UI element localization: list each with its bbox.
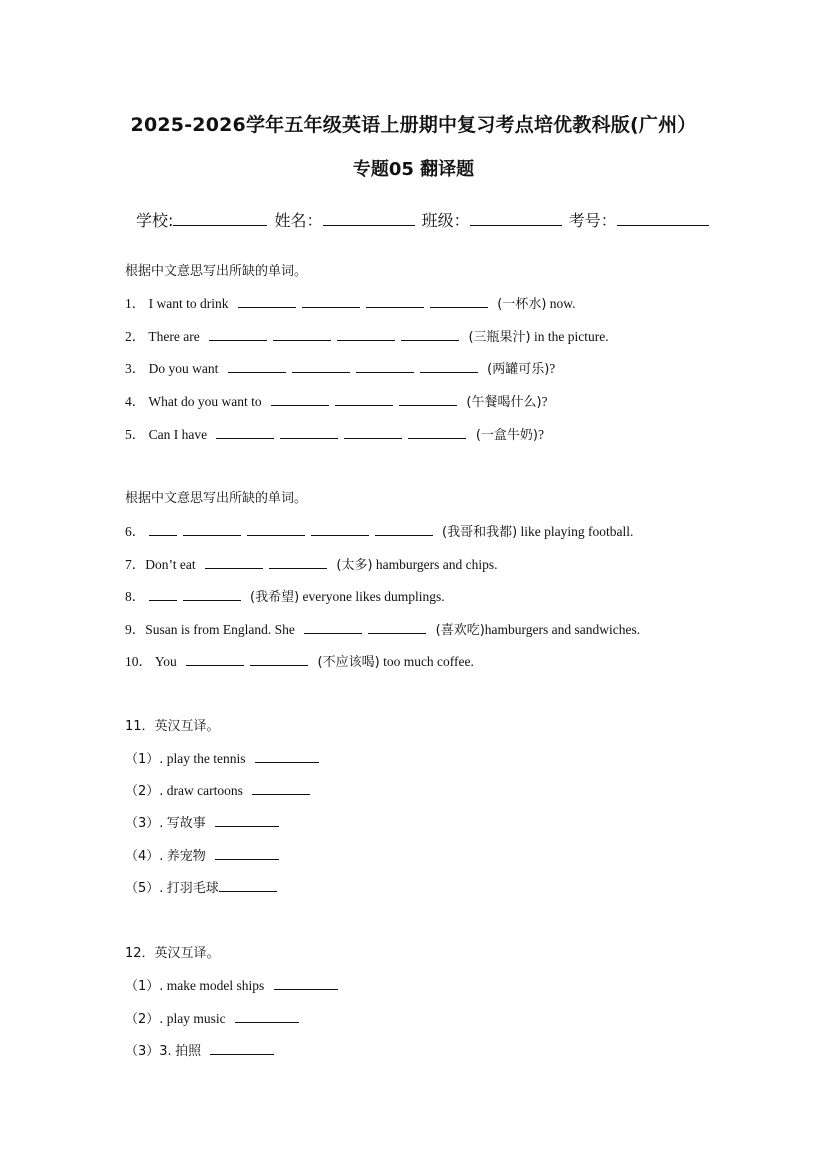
chinese-hint: (一杯水): [497, 297, 547, 312]
answer-blank[interactable]: [183, 589, 241, 601]
question-number: 3．: [125, 361, 146, 376]
item-text: 养宠物: [166, 849, 206, 864]
question-text: You: [154, 654, 177, 669]
item-number: （2）.: [125, 784, 164, 799]
translate-item: [125, 780, 316, 799]
answer-blank[interactable]: [271, 394, 329, 406]
chinese-hint: (不应该喝): [317, 655, 380, 670]
item-number: （3）3.: [125, 1044, 172, 1059]
chinese-hint: (三瓶果汁): [468, 330, 531, 345]
question-text: Can I have: [148, 427, 208, 442]
chinese-hint: (太多): [336, 558, 373, 573]
item-text: play the tennis: [166, 751, 246, 766]
item-number: （2）.: [125, 1012, 164, 1027]
answer-blank[interactable]: [311, 524, 369, 536]
page-subtitle: 专题05 翻译题: [352, 159, 475, 180]
question-text: There are: [148, 329, 200, 344]
question-text: Don’t eat: [145, 557, 196, 572]
student-info-row: [136, 208, 711, 231]
question-5: [125, 423, 544, 443]
question-text: I want to drink: [148, 296, 229, 311]
answer-blank[interactable]: [269, 557, 327, 569]
question-8: [125, 585, 445, 605]
answer-blank[interactable]: [274, 978, 338, 990]
answer-blank[interactable]: [247, 524, 305, 536]
question-text-end: ?: [549, 361, 556, 376]
answer-blank[interactable]: [209, 329, 267, 341]
translate-item: [125, 748, 325, 767]
answer-blank[interactable]: [235, 1011, 299, 1023]
answer-blank[interactable]: [335, 394, 393, 406]
answer-blank[interactable]: [273, 329, 331, 341]
question-number: 1．: [125, 296, 146, 311]
chinese-hint: (我哥和我都): [442, 525, 518, 540]
question-text-end: everyone likes dumplings.: [302, 589, 445, 604]
question-4: [125, 390, 548, 410]
question-number: 7．: [125, 557, 146, 572]
question-text-end: now.: [549, 296, 576, 311]
answer-blank[interactable]: [219, 880, 277, 892]
answer-blank[interactable]: [183, 524, 241, 536]
chinese-hint: (午餐喝什么): [466, 395, 542, 410]
answer-blank[interactable]: [292, 361, 350, 373]
chinese-hint: (我希望): [250, 590, 300, 605]
question-text: Do you want: [148, 361, 219, 376]
chinese-hint: (一盒牛奶): [475, 428, 539, 443]
answer-blank[interactable]: [368, 622, 426, 634]
question-2: [125, 325, 609, 345]
answer-blank[interactable]: [205, 557, 263, 569]
answer-blank[interactable]: [215, 848, 279, 860]
question-number: 9．: [125, 622, 146, 637]
item-number: （4）.: [125, 849, 164, 864]
question-number: 6．: [125, 524, 146, 539]
question-number: 5．: [125, 427, 146, 442]
answer-blank[interactable]: [216, 427, 274, 439]
answer-blank[interactable]: [186, 654, 244, 666]
answer-blank[interactable]: [420, 361, 478, 373]
item-number: （3）.: [125, 816, 164, 831]
answer-blank[interactable]: [375, 524, 433, 536]
answer-blank[interactable]: [408, 427, 466, 439]
question-text: What do you want to: [148, 394, 262, 409]
question-10: [125, 650, 474, 670]
question-number: 4．: [125, 394, 146, 409]
exam-number-label: 考号：: [568, 211, 617, 230]
section1-instruction: 根据中文意思写出所缺的单词。: [125, 264, 308, 279]
question-number: 2．: [125, 329, 146, 344]
answer-blank[interactable]: [401, 329, 459, 341]
school-label: 学校:: [136, 211, 174, 230]
answer-blank[interactable]: [356, 361, 414, 373]
question-text-end: like playing football.: [520, 524, 634, 539]
answer-blank[interactable]: [215, 815, 279, 827]
question-text-end: too much coffee.: [383, 654, 474, 669]
item-text: make model ships: [166, 978, 265, 993]
question-text-end: hamburgers and chips.: [375, 557, 498, 572]
chinese-hint: (两罐可乐): [487, 362, 550, 377]
section4-instruction: 12．英汉互译。: [125, 946, 220, 961]
answer-blank[interactable]: [304, 622, 362, 634]
question-3: [125, 357, 555, 377]
class-blank[interactable]: [470, 211, 562, 226]
question-7: [125, 553, 498, 573]
question-text: Susan is from England. She: [145, 622, 295, 637]
answer-blank[interactable]: [302, 296, 360, 308]
question-text-end: ?: [538, 427, 545, 442]
school-blank[interactable]: [173, 211, 267, 226]
translate-item: [125, 975, 344, 994]
translate-item: [125, 1040, 280, 1059]
answer-blank[interactable]: [430, 296, 488, 308]
question-6: [125, 520, 633, 540]
exam-number-blank[interactable]: [617, 211, 709, 226]
translate-item: [125, 1008, 305, 1027]
answer-blank[interactable]: [238, 296, 296, 308]
question-9: [125, 618, 640, 638]
question-number: 10．: [125, 654, 152, 669]
item-text: 打羽毛球: [166, 881, 219, 896]
answer-blank[interactable]: [228, 361, 286, 373]
page-title: 2025-2026学年五年级英语上册期中复习考点培优教科版(广州）: [130, 114, 697, 136]
chinese-hint: (喜欢吃): [435, 623, 485, 638]
question-text-end: hamburgers and sandwiches.: [484, 622, 641, 637]
item-text: play music: [166, 1011, 226, 1026]
answer-blank[interactable]: [149, 524, 177, 536]
name-label: 姓名：: [274, 211, 323, 230]
section2-instruction: 根据中文意思写出所缺的单词。: [125, 491, 308, 506]
answer-blank[interactable]: [366, 296, 424, 308]
item-text: 拍照: [175, 1044, 202, 1059]
answer-blank[interactable]: [252, 783, 310, 795]
question-text-end: ?: [541, 394, 548, 409]
answer-blank[interactable]: [255, 751, 319, 763]
question-text-end: in the picture.: [534, 329, 609, 344]
question-1: [125, 292, 576, 312]
answer-blank[interactable]: [280, 427, 338, 439]
item-text: draw cartoons: [166, 783, 243, 798]
name-blank[interactable]: [323, 211, 415, 226]
translate-item: [125, 845, 285, 864]
section3-instruction: 11．英汉互译。: [125, 719, 220, 734]
answer-blank[interactable]: [344, 427, 402, 439]
answer-blank[interactable]: [337, 329, 395, 341]
item-number: （5）.: [125, 881, 164, 896]
translate-item: [125, 812, 285, 831]
answer-blank[interactable]: [149, 589, 177, 601]
answer-blank[interactable]: [399, 394, 457, 406]
item-number: （1）.: [125, 752, 164, 767]
answer-blank[interactable]: [210, 1043, 274, 1055]
question-number: 8．: [125, 589, 146, 604]
translate-item: [125, 877, 283, 896]
answer-blank[interactable]: [250, 654, 308, 666]
class-label: 班级：: [421, 211, 470, 230]
item-text: 写故事: [166, 816, 206, 831]
item-number: （1）.: [125, 979, 164, 994]
